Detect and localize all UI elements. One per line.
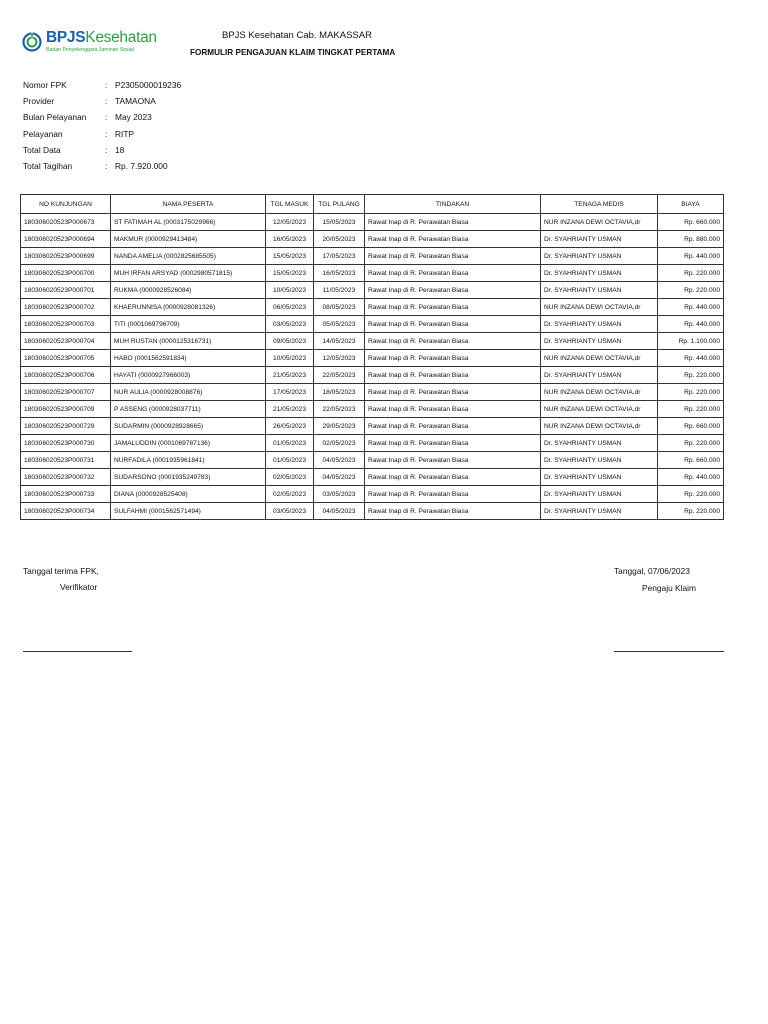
table-row [21,282,724,299]
table-cell: MUH IRFAN ARSYAD (0002980571815) [111,265,266,282]
table-cell: NUR INZANA DEWI OCTAVIA,dr [541,350,658,367]
table-cell: NUR INZANA DEWI OCTAVIA,dr [541,299,658,316]
table-cell: 26/05/2023 [266,418,314,435]
table-cell: 180306020523P000733 [21,486,111,503]
table-row [21,316,724,333]
table-cell: Rp. 440.000 [658,316,724,333]
info-value: RITP [115,128,135,139]
info-label: Bulan Pelayanan [23,112,87,123]
table-cell: Rawat Inap di R. Perawatan Biasa [365,333,541,350]
table-cell: Rp. 660.000 [658,452,724,469]
table-cell: Rp. 440.000 [658,469,724,486]
table-cell: Rp. 220.000 [658,367,724,384]
table-cell: Rp. 220.000 [658,384,724,401]
table-cell: Rawat Inap di R. Perawatan Biasa [365,231,541,248]
info-value: P2305000019236 [115,80,182,90]
table-cell: Rawat Inap di R. Perawatan Biasa [365,503,541,520]
table-cell: Dr. SYAHRIANTY USMAN [541,248,658,265]
table-cell: NUR AULIA (0000928008876) [111,384,266,401]
column-header: TENAGA MEDIS [541,195,658,214]
table-cell: Rp. 220.000 [658,265,724,282]
verifier-label: Verifikator [60,582,98,592]
table-cell: Dr. SYAHRIANTY USMAN [541,231,658,248]
table-cell: 12/05/2023 [266,214,314,231]
table-cell: NUR INZANA DEWI OCTAVIA,dr [541,418,658,435]
info-row [23,145,181,161]
table-row [21,469,724,486]
info-colon: : [105,80,108,90]
table-row [21,452,724,469]
column-header: TGL MASUK [266,195,314,214]
table-cell: TITI (0001069796709) [111,316,266,333]
table-row [21,367,724,384]
table-row [21,418,724,435]
bpjs-logo [22,30,157,53]
table-cell: NURFADILA (0001935961841) [111,452,266,469]
table-cell: KHAERUNNISA (0000928081326) [111,299,266,316]
table-cell: Rp. 660.000 [658,418,724,435]
table-cell: Rp. 220.000 [658,282,724,299]
column-header: BIAYA [658,195,724,214]
table-cell: 180306020523P000734 [21,503,111,520]
table-cell: 180306020523P000701 [21,282,111,299]
table-row [21,333,724,350]
info-value: 18 [115,144,125,155]
table-cell: JAMALUDDIN (0001069787136) [111,435,266,452]
bpjs-emblem-icon [22,32,42,52]
table-cell: 06/05/2023 [266,299,314,316]
table-cell: NUR INZANA DEWI OCTAVIA,dr [541,214,658,231]
table-cell: Rawat Inap di R. Perawatan Biasa [365,299,541,316]
info-label: Provider [23,96,55,107]
table-cell: Dr. SYAHRIANTY USMAN [541,367,658,384]
table-cell: Rawat Inap di R. Perawatan Biasa [365,350,541,367]
logo-subtitle: Badan Penyelenggara Jaminan Sosial [46,46,134,53]
table-cell: Rawat Inap di R. Perawatan Biasa [365,401,541,418]
table-cell: HAYATI (0000927966003) [111,367,266,384]
table-cell: 180306020523P000702 [21,299,111,316]
table-cell: 10/05/2023 [266,350,314,367]
table-cell: 20/05/2023 [314,231,365,248]
info-label: Nomor FPK [23,80,67,90]
table-cell: RUKMA (0000928526084) [111,282,266,299]
table-cell: Rawat Inap di R. Perawatan Biasa [365,486,541,503]
table-cell: 180306020523P000730 [21,435,111,452]
table-row [21,435,724,452]
table-cell: 180306020523P000699 [21,248,111,265]
table-cell: 15/05/2023 [314,214,365,231]
table-cell: 09/05/2023 [266,333,314,350]
info-label: Pelayanan [23,128,63,139]
table-cell: 21/05/2023 [266,367,314,384]
info-row [23,96,181,112]
info-label: Total Tagihan [23,160,73,171]
info-value: May 2023 [115,112,152,123]
column-header: NAMA PESERTA [111,195,266,214]
table-cell: 04/05/2023 [314,503,365,520]
column-header: NO KUNJUNGAN [21,195,111,214]
table-cell: Rawat Inap di R. Perawatan Biasa [365,469,541,486]
table-cell: Rawat Inap di R. Perawatan Biasa [365,367,541,384]
table-cell: Dr. SYAHRIANTY USMAN [541,435,658,452]
table-cell: Rp. 440.000 [658,248,724,265]
table-header-row [21,195,724,214]
table-cell: Rawat Inap di R. Perawatan Biasa [365,214,541,231]
verifier-signature-line [23,651,132,652]
claim-info [23,80,181,177]
table-cell: NUR INZANA DEWI OCTAVIA,dr [541,384,658,401]
info-colon: : [105,96,108,107]
table-cell: 02/05/2023 [314,435,365,452]
table-cell: Rawat Inap di R. Perawatan Biasa [365,384,541,401]
table-cell: 180306020523P000731 [21,452,111,469]
table-cell: 01/05/2023 [266,452,314,469]
info-colon: : [105,144,108,155]
table-cell: Rp. 220.000 [658,435,724,452]
info-row [23,129,181,145]
table-cell: HABO (0001562591834) [111,350,266,367]
table-cell: Dr. SYAHRIANTY USMAN [541,469,658,486]
table-cell: Rp. 880.000 [658,231,724,248]
table-cell: Rawat Inap di R. Perawatan Biasa [365,265,541,282]
table-cell: 18/05/2023 [314,384,365,401]
table-cell: 03/05/2023 [266,503,314,520]
table-cell: 180306020523P000709 [21,401,111,418]
table-cell: Rp. 440.000 [658,299,724,316]
info-value: TAMAONA [115,96,156,107]
table-cell: Rawat Inap di R. Perawatan Biasa [365,248,541,265]
table-cell: Rp. 220.000 [658,486,724,503]
table-cell: 02/05/2023 [266,469,314,486]
table-cell: Rawat Inap di R. Perawatan Biasa [365,282,541,299]
received-date-label: Tanggal terima FPK, [23,566,99,576]
table-cell: 15/05/2023 [266,265,314,282]
table-cell: Rawat Inap di R. Perawatan Biasa [365,418,541,435]
table-cell: SUDARSONO (0001935249783) [111,469,266,486]
table-cell: 14/05/2023 [314,333,365,350]
table-cell: 180306020523P000704 [21,333,111,350]
table-cell: 15/05/2023 [266,248,314,265]
submitter-label: Pengaju Klaim [642,583,697,593]
table-cell: 12/05/2023 [314,350,365,367]
table-cell: Dr. SYAHRIANTY USMAN [541,265,658,282]
table-cell: 180306020523P000729 [21,418,111,435]
info-colon: : [105,160,108,171]
table-cell: Rp. 660.000 [658,214,724,231]
branch-title: BPJS Kesehatan Cab. MAKASSAR [222,30,372,41]
table-cell: Dr. SYAHRIANTY USMAN [541,503,658,520]
info-row [23,161,181,177]
info-colon: : [105,112,108,123]
claims-table [20,194,724,520]
table-cell: 180306020523P000705 [21,350,111,367]
table-cell: SUDARMIN (0000928928665) [111,418,266,435]
table-cell: 08/05/2023 [314,299,365,316]
info-label: Total Data [23,144,61,155]
table-row [21,350,724,367]
table-cell: 180306020523P000673 [21,214,111,231]
submitter-signature-line [614,651,724,652]
column-header: TINDAKAN [365,195,541,214]
table-row [21,248,724,265]
table-row [21,265,724,282]
table-cell: Rp. 220.000 [658,503,724,520]
table-row [21,401,724,418]
info-row [23,112,181,128]
table-cell: 180306020523P000694 [21,231,111,248]
table-cell: 03/05/2023 [314,486,365,503]
table-cell: 17/05/2023 [314,248,365,265]
info-row [23,80,181,96]
table-cell: Dr. SYAHRIANTY USMAN [541,282,658,299]
table-row [21,299,724,316]
table-cell: Dr. SYAHRIANTY USMAN [541,333,658,350]
info-value: Rp. 7.920.000 [115,160,168,171]
form-title: FORMULIR PENGAJUAN KLAIM TINGKAT PERTAMA [190,48,396,57]
table-cell: 05/05/2023 [314,316,365,333]
table-cell: 29/05/2023 [314,418,365,435]
logo-kesehatan-text: Kesehatan [85,29,157,46]
table-cell: 180306020523P000707 [21,384,111,401]
table-cell: P ASSENG (0000928037711) [111,401,266,418]
table-cell: MAKMUR (0000929413484) [111,231,266,248]
table-cell: 02/05/2023 [266,486,314,503]
table-cell: Rp. 1.100.000 [658,333,724,350]
table-cell: Rawat Inap di R. Perawatan Biasa [365,452,541,469]
table-cell: ST FATIMAH AL (0003175029966) [111,214,266,231]
table-cell: 180306020523P000706 [21,367,111,384]
table-cell: 16/05/2023 [314,265,365,282]
table-cell: Rawat Inap di R. Perawatan Biasa [365,316,541,333]
table-cell: 180306020523P000732 [21,469,111,486]
table-cell: 180306020523P000700 [21,265,111,282]
table-cell: Dr. SYAHRIANTY USMAN [541,452,658,469]
table-cell: 180306020523P000703 [21,316,111,333]
table-cell: NANDA AMELIA (0002825685505) [111,248,266,265]
table-cell: 21/05/2023 [266,401,314,418]
table-cell: NUR INZANA DEWI OCTAVIA,dr [541,401,658,418]
table-cell: 22/05/2023 [314,367,365,384]
table-cell: 16/05/2023 [266,231,314,248]
table-cell: DIANA (0000928525408) [111,486,266,503]
table-cell: MUH RUSTAN (0000125316731) [111,333,266,350]
table-row [21,503,724,520]
submission-date: Tanggal, 07/06/2023 [614,566,690,576]
table-row [21,214,724,231]
table-cell: Dr. SYAHRIANTY USMAN [541,316,658,333]
table-row [21,384,724,401]
table-cell: 22/05/2023 [314,401,365,418]
table-cell: Rp. 440.000 [658,350,724,367]
logo-bpjs-text: BPJS [46,29,86,46]
table-cell: 03/05/2023 [266,316,314,333]
column-header: TGL PULANG [314,195,365,214]
table-cell: Rawat Inap di R. Perawatan Biasa [365,435,541,452]
table-cell: 04/05/2023 [314,452,365,469]
table-cell: Dr. SYAHRIANTY USMAN [541,486,658,503]
info-colon: : [105,128,108,139]
table-cell: 11/05/2023 [314,282,365,299]
table-row [21,231,724,248]
table-cell: SULFAHMI (0001562571494) [111,503,266,520]
table-cell: 04/05/2023 [314,469,365,486]
table-cell: 17/05/2023 [266,384,314,401]
table-cell: 01/05/2023 [266,435,314,452]
table-cell: 10/05/2023 [266,282,314,299]
table-cell: Rp. 220.000 [658,401,724,418]
table-row [21,486,724,503]
